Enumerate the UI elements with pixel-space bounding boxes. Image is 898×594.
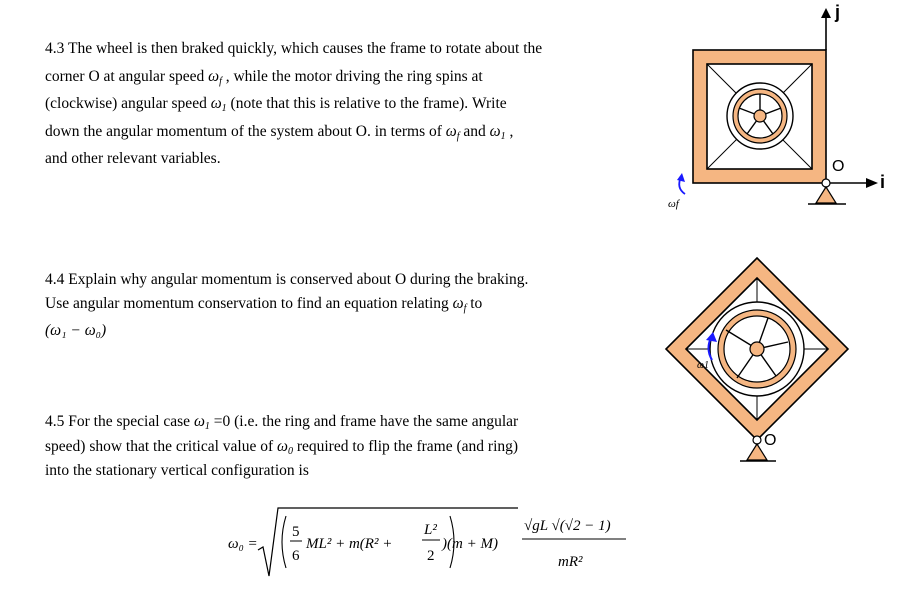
q43-line5: and other relevant variables. [45, 150, 221, 167]
l2-denominator: 2 [427, 548, 435, 564]
q43-line4: down the angular momentum of the system about O. in terms of $\omega_f$ and $\omega_1$ , [45, 122, 514, 142]
l2-numerator: L² [424, 522, 437, 538]
q44-line1: 4.4 Explain why angular momentum is conserved about O during the braking. [45, 271, 529, 288]
i-axis-label: i [880, 172, 886, 192]
equation-lhs: ω₀ = [228, 536, 258, 552]
frac-denominator: 6 [292, 548, 300, 564]
q43-line2: corner O at angular speed $\omega_f$ , while the motor driving the ring spins at [45, 67, 483, 87]
q45-line3: into the stationary vertical configuration is [45, 462, 309, 479]
pivot-o-tilted [753, 436, 761, 444]
equation-term2: )(m + M) [442, 536, 498, 552]
frac-numerator: 5 [292, 524, 300, 540]
rhs-numerator: √gL √(√2 − 1) [524, 518, 611, 534]
q43-line3: (clockwise) angular speed $\omega_1$ (note that this is relative to the frame). Write [45, 95, 507, 114]
omega-f-label: ωf [668, 198, 679, 210]
q44-line2: Use angular momentum conservation to find an equation relating $\omega_f$ to [45, 294, 483, 314]
q44-line3: (ω₁ − ω₀) [45, 322, 107, 339]
j-axis-label: j [835, 2, 841, 22]
equation-term1: ML² + m(R² + [306, 536, 393, 552]
rhs-denominator: mR² [558, 554, 583, 570]
pivot-o-label: O [832, 158, 845, 175]
omega-1-label: ω1 [697, 360, 710, 371]
q45-line1: 4.5 For the special case $\omega_1 =0$ (i.e. the ring and frame have the same angular [45, 413, 519, 432]
pivot-o-label-tilted: O [764, 432, 777, 449]
q43-line1: 4.3 The wheel is then braked quickly, which causes the frame to rotate about the [45, 40, 543, 57]
q45-line2: speed) show that the critical value of $\omega_0$ required to flip the frame (and ring) [45, 437, 519, 457]
